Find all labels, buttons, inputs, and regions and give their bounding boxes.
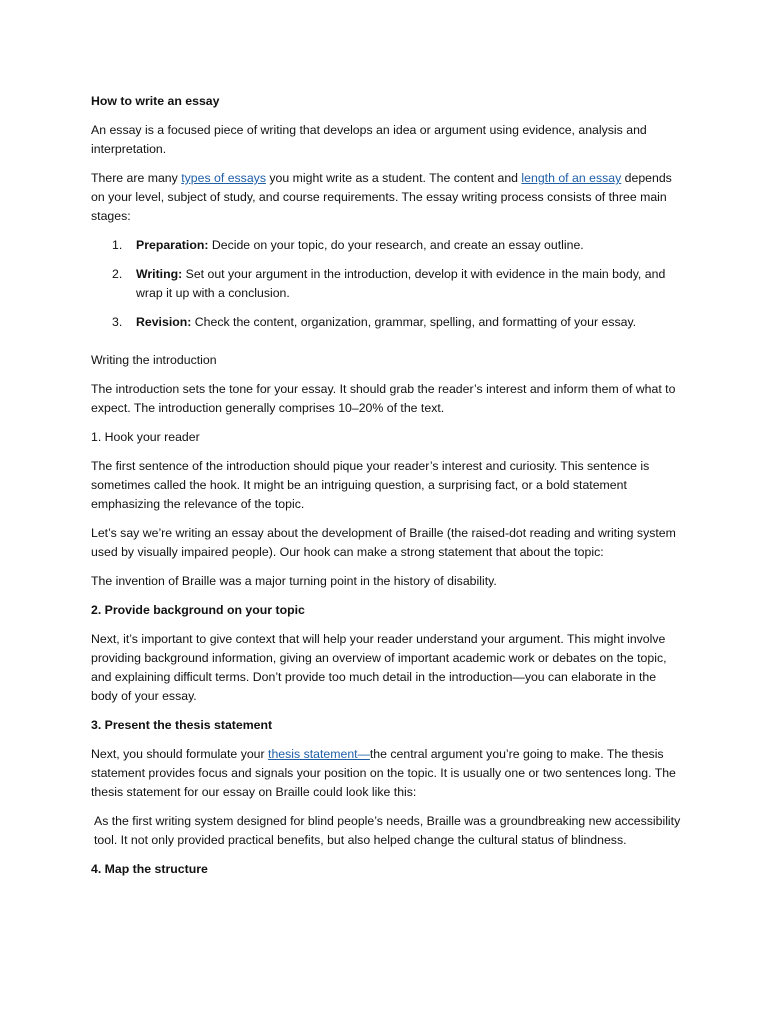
stage-text: Decide on your topic, do your research, and create an essay outline. xyxy=(208,238,584,252)
stage-label: Revision: xyxy=(136,315,192,329)
hook-heading: 1. Hook your reader xyxy=(91,430,200,444)
structure-heading: 4. Map the structure xyxy=(91,862,208,876)
hook-paragraph-1: The first sentence of the introduction should pique your reader’s interest and curiosity. This sentence is sometimes called the hook. It might be an intriguing question, a surprising fact, or a bold statement emphasizing the relevance of the topic. xyxy=(91,459,650,511)
intro-paragraph: An essay is a focused piece of writing that develops an idea or argument using evidence, analysis and interpretation. xyxy=(91,123,647,156)
types-text-2: you might write as a student. The content and xyxy=(265,171,522,185)
document-title: How to write an essay xyxy=(91,94,220,108)
thesis-statement-link[interactable]: thesis statement— xyxy=(268,747,370,761)
hook-example: The invention of Braille was a major turning point in the history of disability. xyxy=(91,574,497,588)
thesis-text-1: Next, you should formulate your xyxy=(91,747,269,761)
list-item xyxy=(91,236,681,255)
stages-list xyxy=(91,236,681,332)
list-number: 2. xyxy=(112,267,123,281)
list-item xyxy=(91,265,681,303)
thesis-example: As the first writing system designed for blind people’s needs, Braille was a groundbreaking new accessibility tool. It not only provided practical benefits, but also helped change the cultural status of blindness. xyxy=(94,814,681,847)
introduction-heading: Writing the introduction xyxy=(91,353,217,367)
thesis-heading: 3. Present the thesis statement xyxy=(91,718,273,732)
introduction-paragraph: The introduction sets the tone for your essay. It should grab the reader’s interest and inform them of what to expect. The introduction generally comprises 10–20% of the text. xyxy=(91,382,676,415)
stage-text: Check the content, organization, grammar, spelling, and formatting of your essay. xyxy=(191,315,637,329)
list-item xyxy=(91,313,681,332)
types-paragraph xyxy=(91,169,681,226)
hook-paragraph-2: Let’s say we’re writing an essay about the development of Braille (the raised-dot reading and writing system used by visually impaired people). Our hook can make a strong statement that about the topic: xyxy=(91,526,676,559)
stage-label: Preparation: xyxy=(136,238,209,252)
list-number: 3. xyxy=(112,315,123,329)
background-paragraph: Next, it’s important to give context that will help your reader understand your argument. This might involve providing background information, giving an overview of important academic work or debates on the topic, and explaining difficult terms. Don’t provide too much detail in the introduction—you can elaborate in the body of your essay. xyxy=(91,632,667,703)
thesis-text-2: the central argument you’re going to make. The thesis statement provides focus and signals your position on the topic. It is usually one or two sentences long. The thesis statement for our essay on Braille could look like this: xyxy=(91,747,676,799)
types-text-1: There are many xyxy=(91,171,182,185)
stage-label: Writing: xyxy=(136,267,183,281)
length-of-essay-link[interactable]: length of an essay xyxy=(521,171,622,185)
types-of-essays-link[interactable]: types of essays xyxy=(181,171,266,185)
types-text-3: depends on your level, subject of study, and course requirements. The essay writing process consists of three main stages: xyxy=(91,171,672,223)
thesis-paragraph xyxy=(91,745,681,802)
list-number: 1. xyxy=(112,238,123,252)
stage-text: Set out your argument in the introduction, develop it with evidence in the main body, and wrap it up with a conclusion. xyxy=(136,267,666,300)
background-heading: 2. Provide background on your topic xyxy=(91,603,305,617)
document-page xyxy=(91,92,681,889)
